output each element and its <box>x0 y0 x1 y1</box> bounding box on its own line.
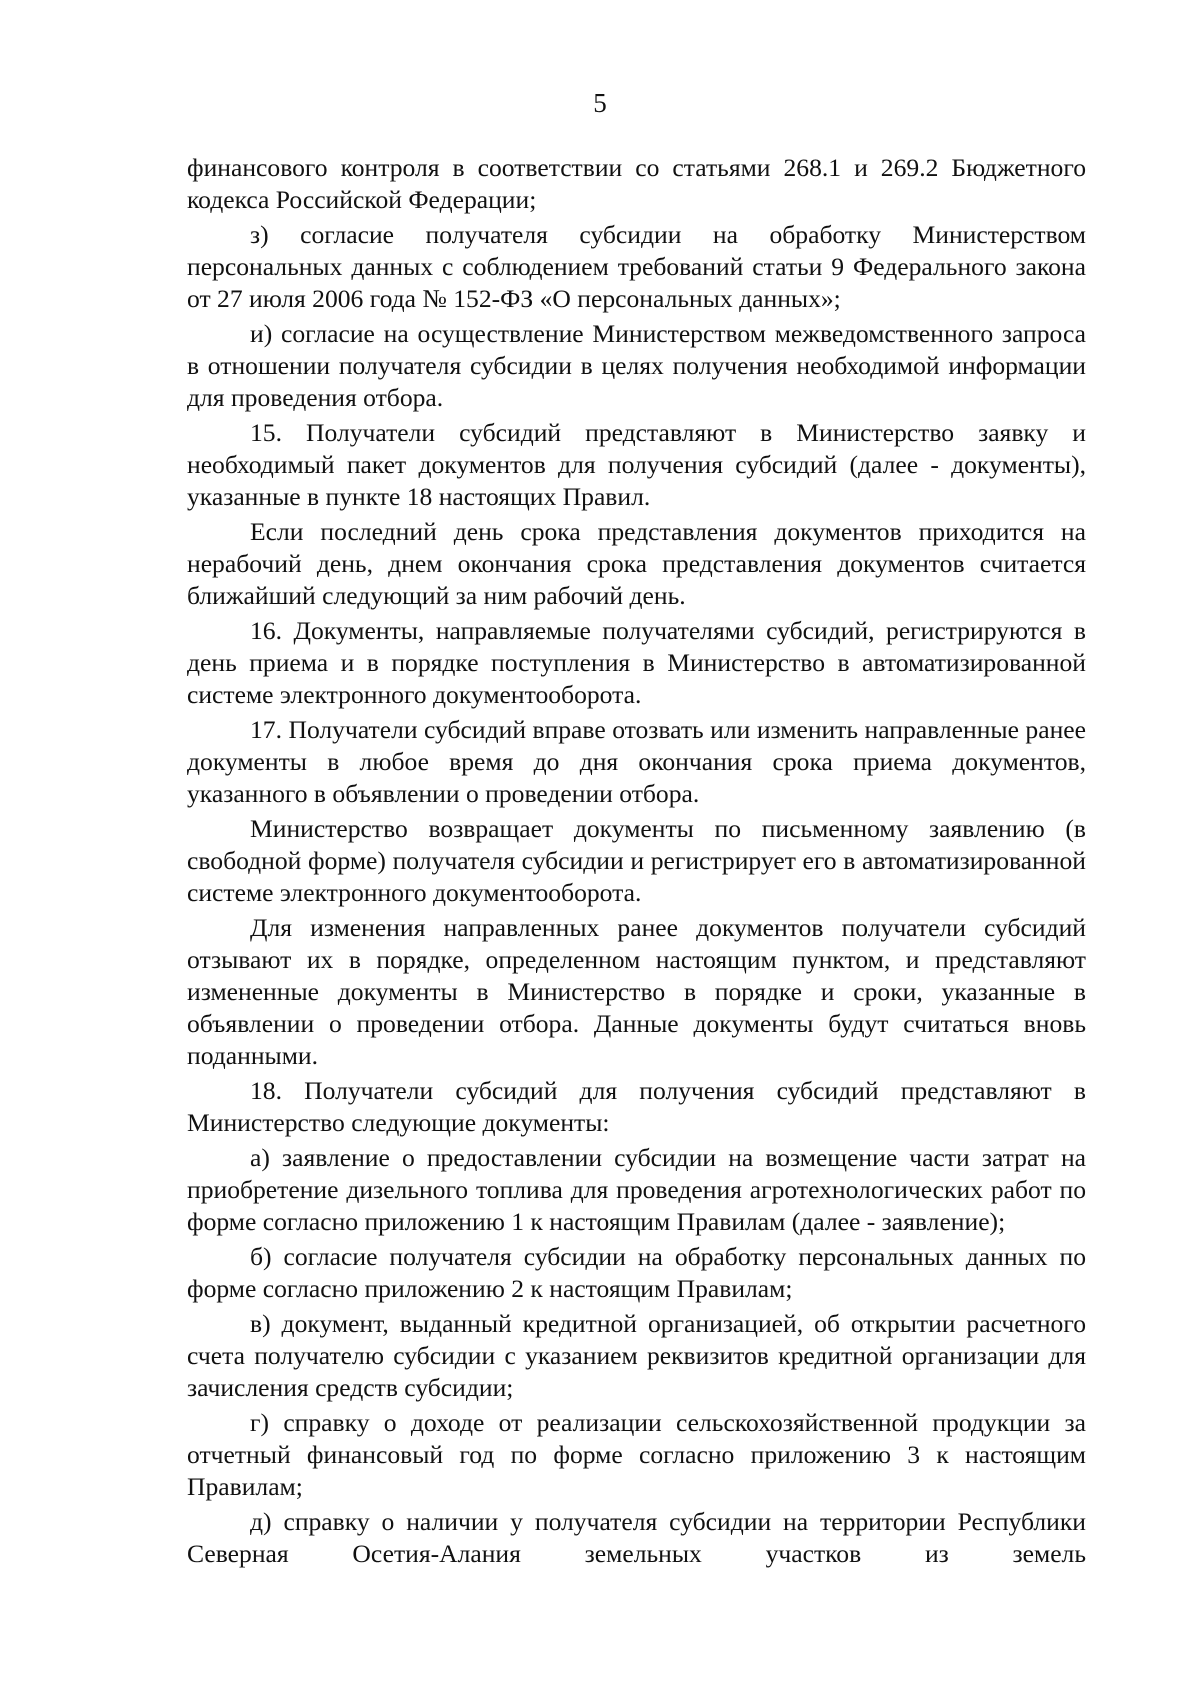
document-body <box>187 152 1086 1573</box>
paragraph-15: 15. Получатели субсидий представляют в Министерство заявку и необходимый пакет документов для получения субсидий (далее - документы), указанные в пункте 18 настоящих Правил. <box>187 418 1086 511</box>
paragraph-16: 16. Документы, направляемые получателями субсидий, регистрируются в день приема и в порядке поступления в Министерство в автоматизированной системе электронного документооборота. <box>187 616 1086 709</box>
page-number: 5 <box>593 88 607 118</box>
paragraph-18-item-a: а) заявление о предоставлении субсидии на возмещение части затрат на приобретение дизельного топлива для проведения агротехнологических работ по форме согласно приложению 1 к настоящим Правилам (далее - заявление); <box>187 1143 1086 1236</box>
paragraph-17: 17. Получатели субсидий вправе отозвать или изменить направленные ранее документы в любое время до дня окончания срока приема документов, указанного в объявлении о проведении отбора. <box>187 715 1086 808</box>
paragraph-17-return: Министерство возвращает документы по письменному заявлению (в свободной форме) получателя субсидии и регистрирует его в автоматизированной системе электронного документооборота. <box>187 814 1086 907</box>
paragraph-continuation: финансового контроля в соответствии со статьями 268.1 и 269.2 Бюджетного кодекса Российской Федерации; <box>187 153 1086 214</box>
paragraph-18: 18. Получатели субсидий для получения субсидий представляют в Министерство следующие документы: <box>187 1076 1086 1137</box>
paragraph-15-deadline: Если последний день срока представления документов приходится на нерабочий день, днем окончания срока представления документов считается ближайший следующий за ним рабочий день. <box>187 517 1086 610</box>
paragraph-17-change: Для изменения направленных ранее документов получатели субсидий отзывают их в порядке, определенном настоящим пунктом, и представляют измененные документы в Министерство в порядке и сроки, указанные в объявлении о проведении отбора. Данные документы будут считаться вновь поданными. <box>187 913 1086 1070</box>
paragraph-18-item-g: г) справку о доходе от реализации сельскохозяйственной продукции за отчетный финансовый год по форме согласно приложению 3 к настоящим Правилам; <box>187 1408 1086 1501</box>
paragraph-18-item-b: б) согласие получателя субсидии на обработку персональных данных по форме согласно приложению 2 к настоящим Правилам; <box>187 1242 1086 1303</box>
paragraph-18-item-v: в) документ, выданный кредитной организацией, об открытии расчетного счета получателю субсидии с указанием реквизитов кредитной организации для зачисления средств субсидии; <box>187 1309 1086 1402</box>
paragraph-18-item-d: д) справку о наличии у получателя субсидии на территории Республики Северная Осетия-Алания земельных участков из земель <box>187 1507 1086 1568</box>
paragraph-item-z: з) согласие получателя субсидии на обработку Министерством персональных данных с соблюдением требований статьи 9 Федерального закона от 27 июля 2006 года № 152-ФЗ «О персональных данных»; <box>187 220 1086 313</box>
paragraph-item-i: и) согласие на осуществление Министерством межведомственного запроса в отношении получателя субсидии в целях получения необходимой информации для проведения отбора. <box>187 319 1086 412</box>
